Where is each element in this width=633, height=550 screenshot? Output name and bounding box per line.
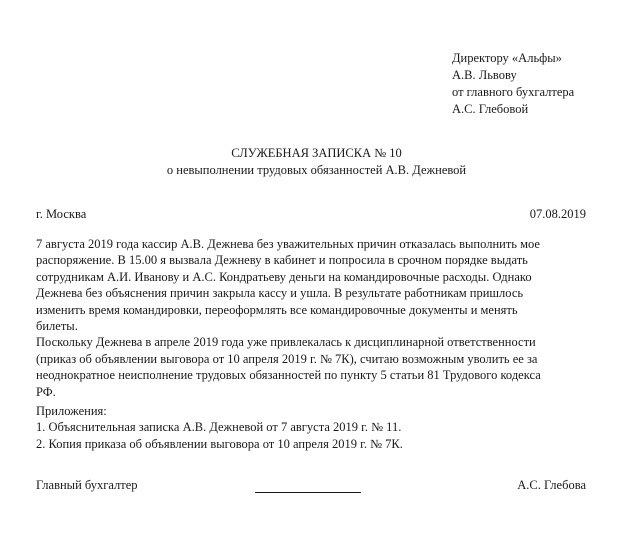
addressee-sender: А.С. Глебовой <box>452 102 529 116</box>
attachment-item: 2. Копия приказа об объявлении выговора от 10 апреля 2019 г. № 7К. <box>36 436 403 451</box>
document-date: 07.08.2019 <box>529 207 586 221</box>
attachment-item: 1. Объяснительная записка А.В. Дежневой от 7 августа 2019 г. № 11. <box>36 420 402 435</box>
body-line: 7 августа 2019 года кассир А.В. Дежнева без уважительных причин отказалась выполнить мое <box>36 237 540 251</box>
body-line: сотрудникам А.И. Иванову и А.С. Кондратьеву деньги на командировочные расходы. Однако <box>36 269 532 284</box>
signature-name: А.С. Глебова <box>517 478 586 492</box>
body-line: (приказ об объявлении выговора от 10 апреля 2019 г. № 7К), считаю возможным уволить ее за <box>36 351 538 366</box>
body-line: неоднократное неисполнение трудовых обязанностей по пункту 5 статьи 81 Трудового кодекса <box>36 368 541 383</box>
body-line: Дежнева без объяснения причин закрыла кассу и ушла. В результате работникам пришлось <box>36 286 524 301</box>
document-title: СЛУЖЕБНАЯ ЗАПИСКА № 10 <box>231 146 402 160</box>
signature-position: Главный бухгалтер <box>36 478 138 492</box>
document-subtitle: о невыполнении трудовых обязанностей А.В. Дежневой <box>166 163 467 177</box>
addressee-block <box>452 50 574 118</box>
body-line: Поскольку Дежнева в апреле 2019 года уже привлекалась к дисциплинарной ответственности <box>36 335 536 350</box>
body-line: распоряжение. В 15.00 я вызвала Дежневу в кабинет и попросила в срочном порядке выдать <box>36 253 528 268</box>
signature-line <box>255 492 361 493</box>
body-line: изменить время командировки, переоформлять все командировочные документы и менять <box>36 302 518 317</box>
attachments-heading: Приложения: <box>36 404 107 418</box>
document-place: г. Москва <box>36 207 87 221</box>
attachments-block <box>36 403 403 452</box>
body-line: РФ. <box>36 384 56 399</box>
addressee-from: от главного бухгалтера <box>452 85 575 99</box>
addressee-director: Директору «Альфы» <box>452 51 562 65</box>
body-line: билеты. <box>36 319 78 334</box>
addressee-name: А.В. Львову <box>452 68 517 82</box>
memo-body <box>36 236 591 400</box>
